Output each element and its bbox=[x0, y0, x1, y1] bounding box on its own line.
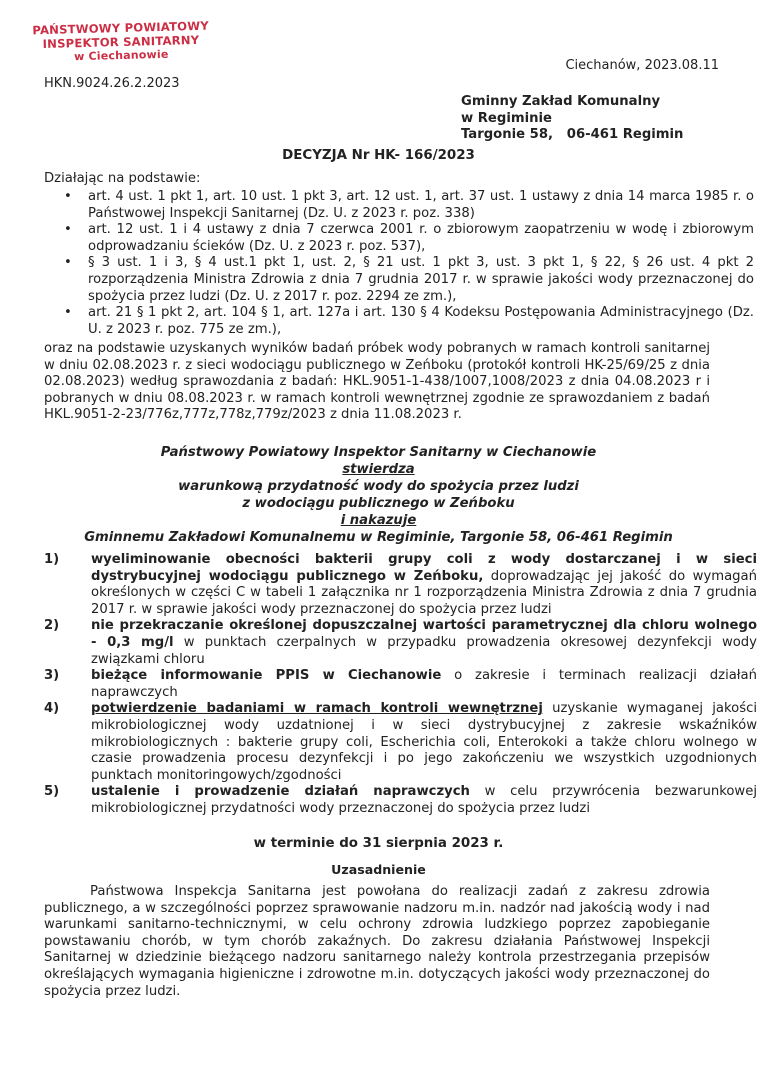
order-item bbox=[44, 784, 757, 817]
finding-verb-wrap bbox=[0, 462, 757, 479]
order-item bbox=[44, 552, 757, 618]
order-verb-wrap bbox=[0, 513, 757, 530]
order-number: 5) bbox=[44, 784, 60, 800]
legal-basis-intro: Działając na podstawie: bbox=[44, 171, 201, 186]
deadline: w terminie do 31 sierpnia 2023 r. bbox=[253, 836, 504, 851]
addressee-town: w Regiminie bbox=[461, 110, 552, 126]
order-number: 2) bbox=[44, 618, 60, 634]
order-number: 3) bbox=[44, 668, 60, 684]
order-bold: bieżące informowanie PPIS w Ciechanowie bbox=[91, 668, 442, 684]
legal-basis-item: • art. 12 ust. 1 i 4 ustawy z dnia 7 czerwca 2001 r. o zbiorowym zaopatrzeniu w wodę i zbiorowym odprowadzaniu ścieków (Dz. U. z 2023 r. poz. 537), bbox=[88, 222, 754, 255]
stamp-line-3: w Ciechanowie bbox=[73, 47, 169, 64]
justification-text: Państwowa Inspekcja Sanitarna jest powołana do realizacji zadań z zakresu zdrowia publicznego, a w szczególności poprzez sprawowanie nadzoru m.in. nadzór nad jakością wody i nad warunkami sanitarno-technicznymi, w celu ochrony zdrowia ludzkiego poprzez zapobieganie powstawaniu chorób, w tym chorób zakaźnych. Do zakresu działania Państwowej Inspekcji Sanitarnej w dziedzinie bieżącego nadzoru sanitarnego należy kontrola przestrzegania przepisów określających wymagania higieniczne i zdrowotne m.in. dotyczących jakości wody przeznaczonej do spożycia przez ludzi. bbox=[44, 884, 710, 999]
legal-basis-item: • art. 21 § 1 pkt 2, art. 104 § 1, art. 127a i art. 130 § 4 Kodeksu Postępowania Administracyjnego (Dz. U. z 2023 r. poz. 775 ze zm.), bbox=[88, 305, 754, 338]
order-bold: potwierdzenie badaniami w ramach kontroli wewnętrznej bbox=[91, 701, 543, 717]
orders-list bbox=[44, 552, 757, 818]
finding-line-2: z wodociągu publicznego w Zeńboku bbox=[242, 496, 515, 511]
order-bold: nie przekraczanie określonej dopuszczalnej wartości parametrycznej dla chloru wolnego - 0,3 mg/l bbox=[91, 618, 757, 650]
order-recipient: Gminnemu Zakładowi Komunalnemu w Regiminie, Targonie 58, 06-461 Regimin bbox=[84, 530, 673, 545]
inspector-stamp bbox=[26, 20, 217, 65]
order-rest: w punktach czerpalnych w przypadku prowadzenia okresowej dezynfekcji wody związkami chloru bbox=[91, 634, 757, 667]
legal-basis-item: • art. 4 ust. 1 pkt 1, art. 10 ust. 1 pkt 3, art. 12 ust. 1, art. 37 ust. 1 ustawy z dnia 14 marca 1985 r. o Państwowej Inspekcji Sanitarnej (Dz. U. z 2023 r. poz. 338) bbox=[88, 189, 754, 222]
legal-basis-list bbox=[44, 189, 754, 338]
finding-line-1: warunkową przydatność wody do spożycia przez ludzi bbox=[178, 479, 579, 494]
finding-verb: stwierdza bbox=[342, 462, 415, 477]
stamp-line-1: PAŃSTWOWY POWIATOWY bbox=[32, 18, 210, 38]
order-item bbox=[44, 701, 757, 784]
order-number: 4) bbox=[44, 701, 60, 717]
order-rest: doprowadzając jej jakość do wymagań określonych w części C w tabeli 1 załącznika nr 1 rozporządzenia Ministra Zdrowia z dnia 7 grudnia 2017 r. w sprawie jakości wody przeznaczonej do spożycia przez ludzi bbox=[91, 568, 757, 617]
order-item bbox=[44, 618, 757, 668]
finding-authority: Państwowy Powiatowy Inspektor Sanitarny w Ciechanowie bbox=[160, 445, 597, 460]
order-rest: uzyskanie wymaganej jakości mikrobiologicznej wody uzdatnionej i w sieci dystrybucyjnej z zakresie wskaźników mikrobiologicznych : bakterie grupy coli, Escherichia coli, Enterokoki a także chloru wolnego w czasie prowadzenia procesu dezynfekcji i po jego zakończeniu we wszystkich uzgodnionych punktach monitoringowych/zgodności bbox=[91, 701, 757, 783]
reference-number: HKN.9024.26.2.2023 bbox=[44, 76, 180, 91]
order-bold: ustalenie i prowadzenie działań naprawczych bbox=[91, 784, 470, 800]
order-item bbox=[44, 668, 757, 701]
basis-paragraph: oraz na podstawie uzyskanych wyników badań próbek wody pobranych w ramach kontroli sanitarnej w dniu 02.08.2023 r. z sieci wodociągu publicznego w Zeńboku (protokół kontroli HK-25/69/25 z dnia 02.08.2023) według sprawozdania z badań: HKL.9051-1-438/1007,1008/2023 z dnia 04.08.2023 r i pobranych w dniu 08.08.2023 r. w ramach kontroli wewnętrznej zgodnie ze sprawozdaniem z badań HKL.9051-2-23/776z,777z,778z,779z/2023 z dnia 11.08.2023 r. bbox=[44, 341, 710, 423]
order-rest: o zakresie i terminach realizacji działań naprawczych bbox=[91, 668, 757, 700]
addressee-block bbox=[461, 94, 683, 144]
addressee-name: Gminny Zakład Komunalny bbox=[461, 94, 661, 109]
legal-basis-item: • § 3 ust. 1 i 3, § 4 ust.1 pkt 1, ust. 2, § 21 ust. 1 pkt 3, ust. 3 pkt 1, § 22, § 26 ust. 4 pkt 2 rozporządzenia Ministra Zdrowia z dnia 7 grudnia 2017 r. w sprawie jakości wody przeznaczonej do spożycia przez ludzi (Dz. U. z 2017 r. poz. 2294 ze zm.), bbox=[88, 255, 754, 305]
order-number: 1) bbox=[44, 552, 60, 567]
stamp-line-2: INSPEKTOR SANITARNY bbox=[42, 32, 200, 51]
decision-title: DECYZJA Nr HK- 166/2023 bbox=[282, 148, 475, 163]
justification-title: Uzasadnienie bbox=[331, 862, 426, 877]
order-bold: wyeliminowanie obecności bakterii grupy coli z wody dostarczanej i w sieci dystrybucyjnej wodociągu publicznego w Zeńboku, bbox=[91, 552, 757, 584]
order-verb: i nakazuje bbox=[340, 513, 417, 528]
place-date: Ciechanów, 2023.08.11 bbox=[565, 58, 719, 73]
addressee-address: Targonie 58, 06-461 Regimin bbox=[461, 127, 684, 143]
order-rest: w celu przywrócenia bezwarunkowej mikrobiologicznej przydatności wody przeznaczonej do spożycia przez ludzi bbox=[91, 784, 757, 816]
